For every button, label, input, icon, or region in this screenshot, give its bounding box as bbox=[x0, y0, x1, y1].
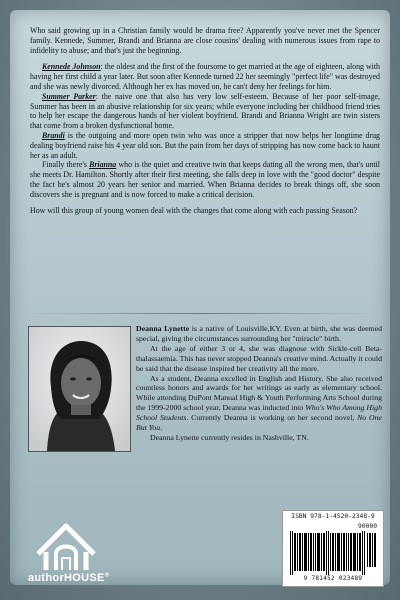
bio-paragraph-2: At the age of either 3 or 4, she was diagnose with Sickle-cell Beta-thalassaemia. This has never stopped Deanna's creative mind. Actually it could be said that the disease inspired her creativity all the more. bbox=[136, 343, 382, 373]
blurb-brianna bbox=[30, 160, 380, 199]
ean-digits: 9 781452 023489 bbox=[303, 575, 363, 582]
brandi-text: is the outgoing and more open twin who was once a stripper that now helps her longtime drug dealing boyfriend raise his 4 year old son. But the pain from her days of stripping has now come back to haunt her as an adult. bbox=[30, 130, 380, 160]
bio-p3b: . Currently Deanna is working on her second novel, bbox=[186, 413, 358, 423]
blurb-summer bbox=[30, 92, 380, 131]
bio-paragraph-1 bbox=[136, 324, 382, 344]
blurb-section bbox=[30, 26, 380, 215]
author-photo bbox=[28, 326, 131, 452]
brandi-name: Brandi bbox=[42, 130, 65, 140]
blurb-intro: Who said growing up in a Christian family would be drama free? Apparently you've never met the Spencer family. Kennede, Summer, Brandi and Brianna are close cousins' dealing with numerous issues from rape to infidelity to abuse; and that's just the beginning. bbox=[30, 26, 380, 55]
blurb-kennede bbox=[30, 62, 380, 91]
bio-paragraph-4: Deanna Lynette currently resides in Nashville, TN. bbox=[150, 432, 309, 442]
brianna-text: who is the quiet and creative twin that keeps dating all the wrong men, that's until she meets Dr. Hamilton. Shortly after their first meeting, she falls deep in love with the "good doctor" despite the fact he's almost 20 years her senior and married. When Brianna decides to break things off, she soon discovers she is pregnant and is now forced to make a critical decision. bbox=[30, 160, 380, 199]
author-name: Deanna Lynette bbox=[136, 324, 190, 333]
price-code: 90000 bbox=[358, 523, 377, 530]
author-bio bbox=[136, 324, 382, 443]
award-title: Who's Who Among High School Students bbox=[136, 403, 382, 423]
blurb-closing: How will this group of young women deal with the changes that come along with each passing Season? bbox=[30, 205, 358, 215]
section-divider bbox=[20, 313, 380, 314]
kennede-text: : the oldest and the first of the foursome to get married at the age of eighteen, along with having her first child a year later. But soon after Kennede turned 22 her seemingly "perfect life" was destroyed and she was newly divorced. Although her ex has moved on, he can't deny her feelings for him. bbox=[30, 62, 380, 91]
bio-paragraph-3 bbox=[136, 374, 382, 433]
novel-title: No One But You bbox=[136, 413, 382, 433]
isbn-label: ISBN 978-1-4520-2348-9 bbox=[291, 513, 375, 520]
barcode-icon bbox=[288, 525, 378, 575]
registered-mark: ® bbox=[104, 572, 110, 579]
publisher-name: authorHOUSE bbox=[28, 572, 105, 584]
kennede-name: Kennede Johnson bbox=[42, 62, 101, 72]
bio-p3a: As a student, Deanna excelled in English and History. She also received countless honors and awards for her writings as early as elementary school. While attending DuPont Manual High & Youth Performing Arts School during the 1999-2000 school year, Deanna was inducted into bbox=[136, 373, 382, 413]
summer-text: : the naive one that also has very low self-esteem. Because of her poor self-image, Summer has been in an abusive relationship for six years; while everyone including her childhood friend tries to help her escape the dangerous hands of her violent boyfriend. Brandi and Brianna Wright are twin sisters that come from a broken dysfunctional home. bbox=[30, 91, 381, 131]
brianna-lead: Finally there's bbox=[42, 160, 90, 170]
summer-name: Summer Parker bbox=[42, 91, 96, 101]
barcode-panel bbox=[282, 510, 384, 587]
brianna-name: Brianna bbox=[89, 160, 117, 170]
blurb-brandi bbox=[30, 131, 380, 160]
bio-p3c: . bbox=[160, 423, 163, 433]
publisher-logo-text bbox=[28, 572, 109, 584]
author-portrait-image bbox=[29, 327, 130, 451]
bio-p1-text: is a native of Louisville,KY. Even at birth, she was deemed special, giving the circumstances surrounding her "miracle" birth. bbox=[136, 324, 382, 343]
